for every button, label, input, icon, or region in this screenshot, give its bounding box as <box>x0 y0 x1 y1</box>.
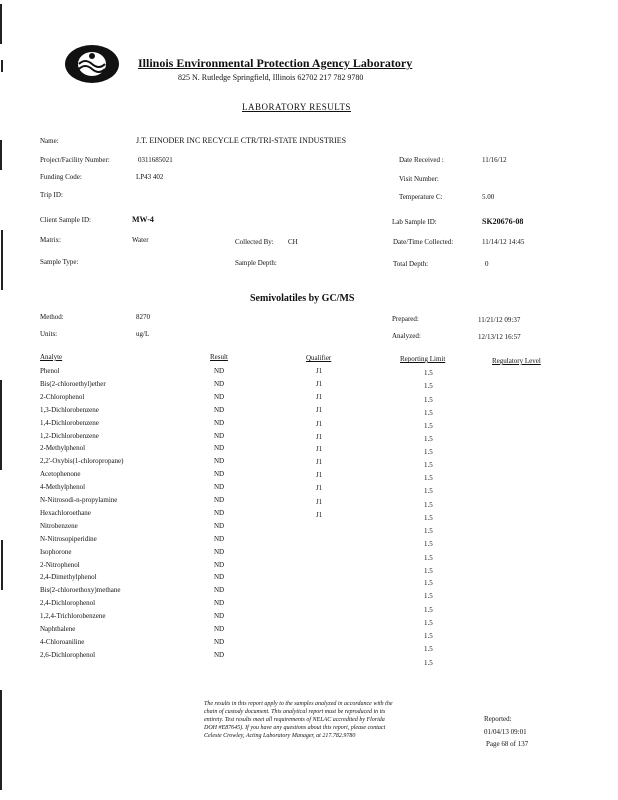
analyte-cell: 2-Nitrophenol <box>40 561 80 569</box>
lab-sample-value: SK20676-08 <box>482 217 524 226</box>
visit-label: Visit Number: <box>399 175 439 183</box>
reported-label: Reported: <box>484 715 512 723</box>
analyte-cell: Bis(2-chloroethoxy)methane <box>40 586 121 594</box>
disclaimer-line: entirety. Test results meet all requirements of NELAC accredited by Florida <box>204 717 385 723</box>
report-title: LABORATORY RESULTS <box>242 102 351 112</box>
reporting-limit-cell: 1.5 <box>424 448 433 456</box>
analyzed-label: Analyzed: <box>392 332 421 340</box>
qualifier-cell: J1 <box>316 484 323 492</box>
sample-type-label: Sample Type: <box>40 258 79 266</box>
analyte-cell: 4-Chloroaniline <box>40 638 85 646</box>
footer-disclaimer <box>204 700 392 740</box>
reporting-limit-cell: 1.5 <box>424 474 433 482</box>
analyte-cell: 1,2-Dichlorobenzene <box>40 432 99 440</box>
qualifier-cell: J1 <box>316 367 323 375</box>
analyte-cell: Acetophenone <box>40 470 81 478</box>
client-sample-label: Client Sample ID: <box>40 216 91 224</box>
analyte-cell: 1,2,4-Trichlorobenzene <box>40 612 106 620</box>
result-cell: ND <box>214 483 225 491</box>
agency-title: Illinois Environmental Protection Agency Laboratory <box>138 56 413 70</box>
qualifier-cell: J1 <box>316 420 323 428</box>
sample-depth-label: Sample Depth: <box>235 259 277 267</box>
disclaimer-line: Celeste Crowley, Acting Laboratory Manager, at 217.782.9780 <box>204 733 356 739</box>
collected-by-value: CH <box>288 238 298 246</box>
result-cell: ND <box>214 444 225 452</box>
analyte-cell: 2-Chlorophenol <box>40 393 85 401</box>
analyte-cell: 1,3-Dichlorobenzene <box>40 406 99 414</box>
project-label: Project/Facility Number: <box>40 156 110 164</box>
reporting-limit-cell: 1.5 <box>424 540 433 548</box>
reporting-limit-cell: 1.5 <box>424 396 433 404</box>
analyte-cell: Phenol <box>40 367 60 375</box>
analyte-cell: Hexachloroethane <box>40 509 91 517</box>
header-reporting-limit: Reporting Limit <box>400 355 446 363</box>
section-title: Semivolatiles by GC/MS <box>250 293 355 304</box>
result-cell: ND <box>214 573 225 581</box>
qualifier-cell: J1 <box>316 433 323 441</box>
header-regulatory-level: Regulatory Level <box>492 357 541 365</box>
reporting-limit-cell: 1.5 <box>424 487 433 495</box>
analyte-cell: Naphthalene <box>40 625 76 633</box>
result-cell: ND <box>214 380 225 388</box>
reporting-limit-cell: 1.5 <box>424 645 433 653</box>
reporting-limit-cell: 1.5 <box>424 422 433 430</box>
analyzed-value: 12/13/12 16:57 <box>478 333 521 341</box>
qualifier-cell: J1 <box>316 471 323 479</box>
header-result: Result <box>210 353 228 361</box>
result-cell: ND <box>214 406 225 414</box>
matrix-value: Water <box>132 236 149 244</box>
result-cell: ND <box>214 432 225 440</box>
qualifier-cell: J1 <box>316 445 323 453</box>
result-cell: ND <box>214 496 225 504</box>
result-cell: ND <box>214 509 225 517</box>
reporting-limit-cell: 1.5 <box>424 592 433 600</box>
agency-logo-icon <box>64 44 120 84</box>
collected-by-label: Collected By: <box>235 238 274 246</box>
analyte-cell: 2-Methylphenol <box>40 444 86 452</box>
result-cell: ND <box>214 599 225 607</box>
analyte-cell: 1,4-Dichlorobenzene <box>40 419 99 427</box>
reporting-limit-cell: 1.5 <box>424 382 433 390</box>
analyte-cell: 2,2'-Oxybis(1-chloropropane) <box>40 457 124 465</box>
result-cell: ND <box>214 419 225 427</box>
reporting-limit-cell: 1.5 <box>424 606 433 614</box>
reporting-limit-cell: 1.5 <box>424 579 433 587</box>
header-analyte: Analyte <box>40 353 63 361</box>
result-cell: ND <box>214 651 225 659</box>
total-depth-value: 0 <box>485 260 489 268</box>
client-sample-value: MW-4 <box>132 215 154 224</box>
qualifier-cell: J1 <box>316 511 323 519</box>
result-cell: ND <box>214 625 225 633</box>
reporting-limit-cell: 1.5 <box>424 409 433 417</box>
date-received-label: Date Received : <box>399 156 444 164</box>
analyte-cell: Bis(2-chloroethyl)ether <box>40 380 106 388</box>
result-cell: ND <box>214 522 225 530</box>
result-cell: ND <box>214 457 225 465</box>
funding-label: Funding Code: <box>40 173 82 181</box>
analyte-cell: 2,6-Dichlorophenol <box>40 651 96 659</box>
reporting-limit-cell: 1.5 <box>424 501 433 509</box>
result-cell: ND <box>214 367 225 375</box>
temperature-label: Temperature C: <box>399 193 443 201</box>
result-cell: ND <box>214 548 225 556</box>
method-value: 8270 <box>136 313 150 321</box>
result-cell: ND <box>214 535 225 543</box>
analyte-cell: Isophorone <box>40 548 72 556</box>
prepared-value: 11/21/12 09:37 <box>478 316 521 324</box>
name-value: J.T. EINODER INC RECYCLE CTR/TRI-STATE INDUSTRIES <box>136 136 347 145</box>
analyte-cell: N-Nitrosodi-n-propylamine <box>40 496 118 504</box>
datetime-collected-label: Date/Time Collected: <box>393 238 454 246</box>
qualifier-cell: J1 <box>316 458 323 466</box>
reporting-limit-cell: 1.5 <box>424 567 433 575</box>
disclaimer-line: chain of custody document. This analytical report must be reproduced in its <box>204 709 386 715</box>
qualifier-cell: J1 <box>316 380 323 388</box>
result-cell: ND <box>214 561 225 569</box>
units-label: Units: <box>40 330 58 338</box>
analyte-cell: N-Nitrosopiperidine <box>40 535 97 543</box>
units-value: ug/L <box>136 330 150 338</box>
reporting-limit-cell: 1.5 <box>424 619 433 627</box>
analyte-cell: 2,4-Dimethylphenol <box>40 573 97 581</box>
total-depth-label: Total Depth: <box>393 260 429 268</box>
agency-address: 825 N. Rutledge Springfield, Illinois 62702 217 782 9780 <box>178 73 364 82</box>
reported-value: 01/04/13 09:01 <box>484 728 527 736</box>
temperature-value: 5.00 <box>482 193 495 201</box>
analyte-cell: 4-Methylphenol <box>40 483 86 491</box>
trip-label: Trip ID: <box>40 191 63 199</box>
reporting-limit-cell: 1.5 <box>424 527 433 535</box>
result-cell: ND <box>214 470 225 478</box>
result-cell: ND <box>214 638 225 646</box>
result-cell: ND <box>214 612 225 620</box>
method-label: Method: <box>40 313 64 321</box>
reporting-limit-cell: 1.5 <box>424 659 433 667</box>
funding-value: LP43 402 <box>136 173 164 181</box>
analyte-cell: 2,4-Dichlorophenol <box>40 599 96 607</box>
matrix-label: Matrix: <box>40 236 61 244</box>
analyte-cell: Nitrobenzene <box>40 522 78 530</box>
reporting-limit-cell: 1.5 <box>424 461 433 469</box>
result-cell: ND <box>214 393 225 401</box>
qualifier-cell: J1 <box>316 498 323 506</box>
datetime-collected-value: 11/14/12 14:45 <box>482 238 525 246</box>
prepared-label: Prepared: <box>392 315 419 323</box>
disclaimer-line: DOH #E87645). If you have any questions about this report, please contact <box>204 725 386 731</box>
page-number: Page 68 of 137 <box>486 740 529 748</box>
qualifier-cell: J1 <box>316 393 323 401</box>
name-label: Name: <box>40 137 59 145</box>
qualifier-cell: J1 <box>316 406 323 414</box>
scan-edge-marks <box>0 0 8 800</box>
reporting-limit-cell: 1.5 <box>424 514 433 522</box>
lab-sample-label: Lab Sample ID: <box>392 218 437 226</box>
disclaimer-line: The results in this report apply to the samples analyzed in accordance with the <box>204 701 393 707</box>
reporting-limit-cell: 1.5 <box>424 632 433 640</box>
reporting-limit-cell: 1.5 <box>424 435 433 443</box>
project-value: 0311685021 <box>138 156 173 164</box>
reporting-limit-cell: 1.5 <box>424 554 433 562</box>
reporting-limit-cell: 1.5 <box>424 369 433 377</box>
result-cell: ND <box>214 586 225 594</box>
date-received-value: 11/16/12 <box>482 156 507 164</box>
header-qualifier: Qualifier <box>306 354 332 362</box>
